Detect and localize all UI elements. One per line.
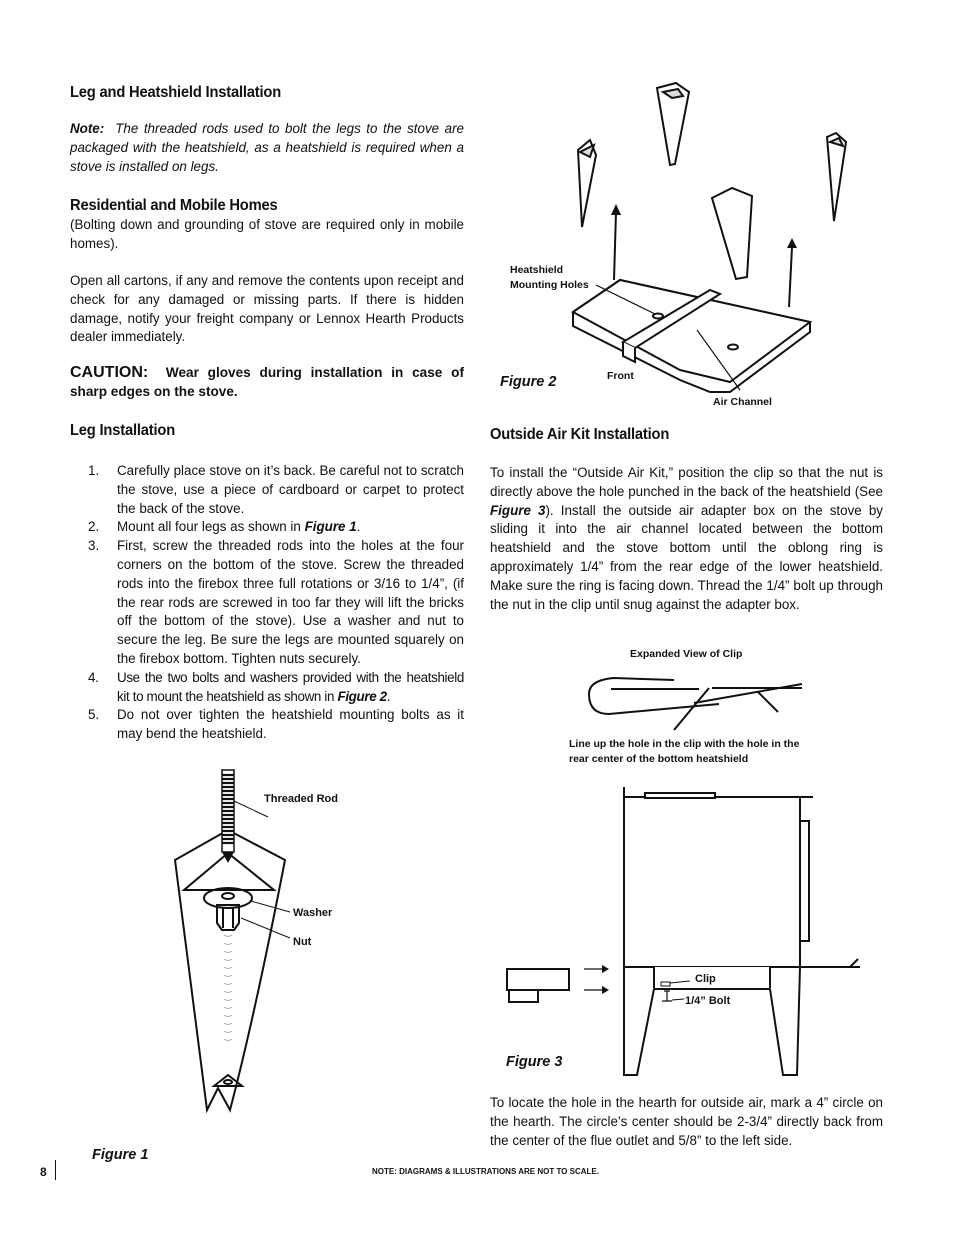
figure-ref: Figure 1 (304, 519, 357, 535)
paragraph-outside-air: To install the “Outside Air Kit,” position the clip so that the nut is directly above the hole punched in the back of the heatshield (See Figure 3). Install the outside air adapter box on the stove by sliding it into the air channel located between the bottom heatshield and the stove bottom until the oblong ring is approximately 1/4” from the rear edge of the lower heatshield. Make sure the ring is facing down. Thread the 1/4” bolt up through the nut in the clip until snug against the adapter box. (490, 465, 883, 612)
label-nut: Nut (293, 936, 312, 948)
clip-expanded-diagram (584, 672, 814, 734)
paragraph-cartons: Open all cartons, if any and remove the contents upon receipt and check for any damaged or missing parts. If there is hidden damage, notify your freight company or Lennox Hearth Products dealer immediately. (70, 273, 464, 345)
label-washer: Washer (293, 907, 333, 919)
heading-outside-air-kit: Outside Air Kit Installation (490, 426, 670, 443)
list-item: 2. Mount all four legs as shown in Figure 1. (88, 519, 361, 535)
note-text: The threaded rods used to bolt the legs to the stove are packaged with the heatshield, as a heatshield is required when a stove is installed on legs. (70, 121, 464, 174)
figure2-caption: Figure 2 (500, 374, 557, 390)
label-air-channel: Air Channel (713, 396, 772, 408)
label-expanded-clip: Expanded View of Clip (630, 648, 743, 660)
page-number: 8 (40, 1165, 47, 1179)
label-clip: Clip (695, 973, 716, 985)
heading-leg-heatshield: Leg and Heatshield Installation (70, 84, 282, 101)
note-paragraph (70, 120, 464, 176)
figure3-stove-diagram (500, 785, 870, 1085)
figure-ref: Figure 3 (490, 502, 546, 518)
label-front: Front (607, 370, 634, 382)
list-item: 1. Carefully place stove on it’s back. Be careful not to scratch the stove, use a piece of cardboard or carpet to protect the back of the stove. (88, 463, 464, 516)
paragraph-bolting: (Bolting down and grounding of stove are required only in mobile homes). (70, 217, 464, 251)
clip-instruction-note: Line up the hole in the clip with the hole in the rear center of the bottom heatshield (569, 738, 800, 765)
label-bolt: 1/4” Bolt (685, 995, 731, 1007)
list-item: 4. Use the two bolts and washers provided with the heatshield kit to mount the heatshield as shown in Figure 2. (88, 669, 464, 704)
figure3-caption: Figure 3 (506, 1054, 563, 1070)
footer-note: NOTE: DIAGRAMS & ILLUSTRATIONS ARE NOT TO SCALE. (372, 1167, 599, 1176)
steps-list (70, 462, 464, 744)
page-number-rule (55, 1160, 56, 1180)
caution-label: CAUTION: (70, 364, 149, 381)
heading-leg-installation: Leg Installation (70, 422, 176, 439)
figure2-heatshield-diagram (560, 80, 860, 400)
figure1-caption: Figure 1 (92, 1147, 149, 1163)
note-label: Note: (70, 121, 105, 136)
figure-ref: Figure 2 (337, 688, 387, 704)
caution-text: Wear gloves during installation in case of sharp edges on the stove. (70, 365, 464, 399)
caution-paragraph (70, 363, 464, 401)
label-threaded-rod: Threaded Rod (264, 793, 338, 805)
list-item: 5. Do not over tighten the heatshield mounting bolts as it may bend the heatshield. (88, 707, 464, 742)
heading-residential: Residential and Mobile Homes (70, 197, 278, 214)
paragraph-hearth-hole: To locate the hole in the hearth for outside air, mark a 4” circle on the hearth. The circle’s center should be 2-3/4” directly back from the center of the flue outlet and 5/8” to the left side. (490, 1095, 883, 1148)
list-item: 3. First, screw the threaded rods into the holes at the four corners on the bottom of the stove. Screw the threaded rods into the firebox three full rotations or 3/16 to 1/4”, (if the rear rods are screwed in too far they will lift the bricks off the bottom of the stove). Use a washer and nut to secure the leg. Be sure the legs are mounted squarely on the firebox bottom. Tighten nuts securely. (88, 538, 464, 666)
label-heatshield-mounting-holes: Heatshield Mounting Holes (510, 264, 589, 291)
